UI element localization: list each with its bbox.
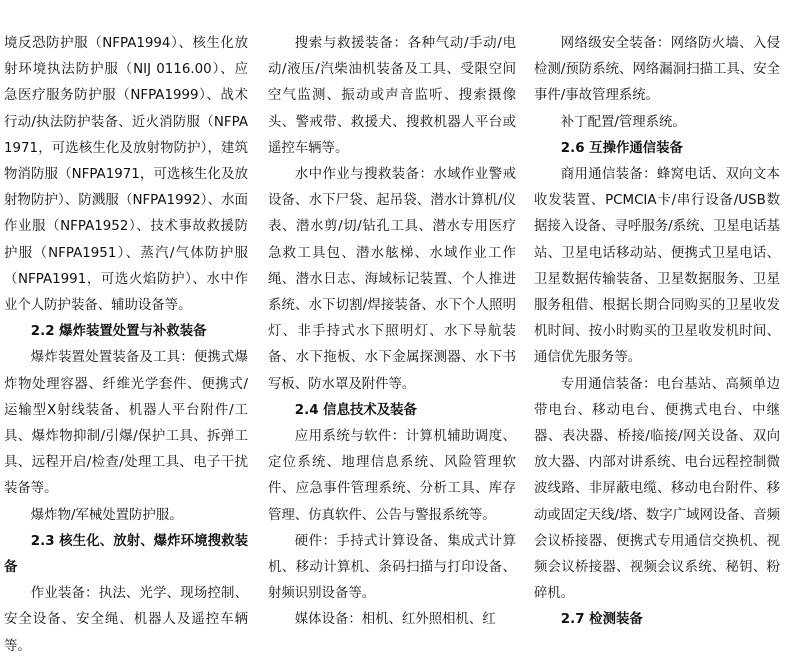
paragraph-search-rescue: 搜索与救援装备：各种气动/手动/电动/液压/汽柴油机装备及工具、受限空间空气监测、振动或声音监听、搜索摄像头、警戒带、救援犬、搜救机器人平台或遥控车辆等。 (268, 36, 516, 156)
paragraph-patch-management: 补丁配置/管理系统。 (560, 114, 686, 130)
paragraph-operation-equipment: 作业装备：执法、光学、现场控制、安全设备、安全绳、机器人及遥控车辆等。 (4, 586, 248, 654)
paragraph-network-security: 网络级安全装备：网络防火墙、入侵检测/预防系统、网络漏洞扫描工具、安全事件/事故管理系统。 (534, 36, 780, 104)
paragraph-underwater-rescue: 水中作业与搜救装备：水域作业警戒设备、水下尸袋、起吊袋、潜水计算机/仪表、潜水剪/切/钻孔工具、潜水专用医疗急救工具包、潜水舷梯、水域作业工作绳、潜水日志、海域标记装置、个人推进系统、水下切割/焊接装备、水下个人照明灯、非手持式水下照明灯、水下导航装备、水下拖板、水下金属探测器、水下书写板、防水罩及附件等。 (268, 167, 516, 392)
text-column-left (4, 31, 248, 660)
text-column-middle (268, 31, 516, 634)
text-column-right (534, 31, 780, 634)
paragraph-hardware: 硬件：手持式计算设备、集成式计算机、移动计算机、条码扫描与打印设备、射频识别设备等。 (268, 533, 516, 602)
paragraph-eod-suits: 爆炸物/军械处置防护服。 (30, 507, 183, 523)
paragraph-eod-tools: 爆炸装置处置装备及工具：便携式爆炸物处理容器、纤维光学套件、便携式/运输型X射线装备、机器人平台附件/工具、爆炸物抑制/引爆/保护工具、拆弹工具、远程开启/检查/处理工具、电子干扰装备等。 (4, 350, 248, 497)
section-heading-2-2: 2.2 爆炸装置处置与补救装备 (30, 324, 207, 340)
section-heading-2-3: 2.3 核生化、放射、爆炸环境搜救装备 (4, 533, 248, 576)
paragraph-commercial-comms: 商用通信装备：蜂窝电话、双向文本收发装置、PCMCIA卡/串行设备/USB数据接入设备、寻呼服务/系统、卫星电话基站、卫星电话移动站、便携式卫星电话、卫星数据传输装备、卫星数据服务、卫星服务租借、根据长期合同购买的卫星收发机时间、按小时购买的卫星收发机时间、通信优先服务等。 (534, 167, 780, 366)
paragraph-dedicated-comms: 专用通信装备：电台基站、高频单边带电台、移动电台、便携式电台、中继器、表决器、桥接/临接/网关设备、双向放大器、内部对讲系统、电台远程控制微波线路、非屏蔽电缆、移动电台附件、移动或固定天线/塔、数字广域网设备、音频会议桥接器、便携式专用通信交换机、视频会议桥接器、视频会议系统、秘钥、粉碎机。 (534, 376, 780, 602)
section-heading-2-4: 2.4 信息技术及装备 (294, 402, 417, 418)
paragraph-protective-suits: 境反恐防护服（NFPA1994）、核生化放射环境执法防护服（NIJ 0116.00）、应急医疗服务防护服（NFPA1999）、战术行动/执法防护装备、近火消防服（NFPA1971，可选核生化及放射物防护），建筑物消防服（NFPA1971，可选核生化及放射物防护）、防溅服（NFPA1992）、水面作业服（NFPA1952）、技术事故救援防护服（NFPA1951）、蒸汽/气体防护服（NFPA1991，可选火焰防护）、水中作业个人防护装备、辅助设备等。 (4, 36, 248, 314)
paragraph-media-devices: 媒体设备：相机、红外照相机、红 (294, 612, 496, 628)
section-heading-2-7: 2.7 检测装备 (560, 612, 643, 628)
paragraph-software: 应用系统与软件：计算机辅助调度、定位系统、地理信息系统、风险管理软件、应急事件管理系统、分析工具、库存管理、仿真软件、公告与警报系统等。 (268, 429, 516, 523)
section-heading-2-6: 2.6 互操作通信装备 (560, 140, 683, 156)
